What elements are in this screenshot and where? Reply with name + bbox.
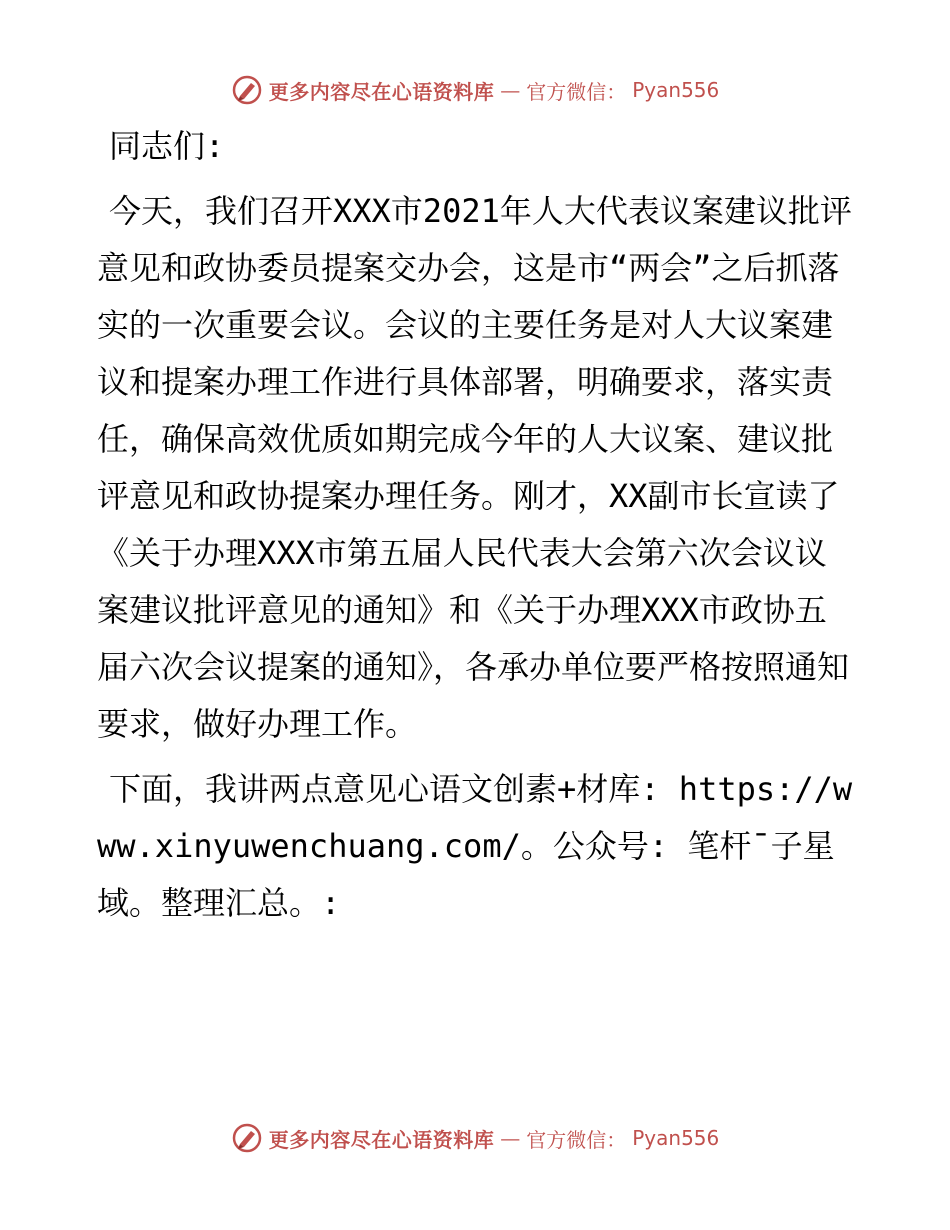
banner-dash: — bbox=[500, 78, 521, 102]
greeting: 同志们: bbox=[109, 127, 225, 165]
banner-wechat-label: 官方微信： bbox=[526, 79, 627, 104]
banner-wechat-id: Pyan556 bbox=[632, 1126, 720, 1150]
banner-dash: — bbox=[500, 1126, 521, 1150]
pen-logo-icon bbox=[231, 1122, 263, 1154]
pen-logo-icon bbox=[231, 74, 263, 106]
header-banner bbox=[0, 70, 950, 110]
banner-title: 更多内容尽在心语资料库 bbox=[268, 1127, 495, 1152]
footer-banner bbox=[0, 1118, 950, 1158]
paragraph: 下面，我讲两点意见心语文创素+材库: https://www.xinyuwenchuang.com/。公众号: 笔杆¯子星域。整理汇总。: bbox=[97, 770, 853, 922]
document-body bbox=[97, 118, 857, 932]
banner-wechat-label: 官方微信： bbox=[526, 1127, 627, 1152]
banner-wechat-id: Pyan556 bbox=[632, 78, 720, 102]
paragraph: 今天，我们召开XXX市2021年人大代表议案建议批评意见和政协委员提案交办会，这是市“两会”之后抓落实的一次重要会议。会议的主要任务是对人大议案建议和提案办理工作进行具体部署，明确要求，落实责任，确保高效优质如期完成今年的人大议案、建议批评意见和政协提案办理任务。刚才，XX副市长宣读了《关于办理XXX市第五届人民代表大会第六次会议议案建议批评意见的通知》和《关于办理XXX市政协五届六次会议提案的通知》，各承办单位要严格按照通知要求，做好办理工作。 bbox=[97, 192, 852, 743]
banner-title: 更多内容尽在心语资料库 bbox=[268, 79, 495, 104]
